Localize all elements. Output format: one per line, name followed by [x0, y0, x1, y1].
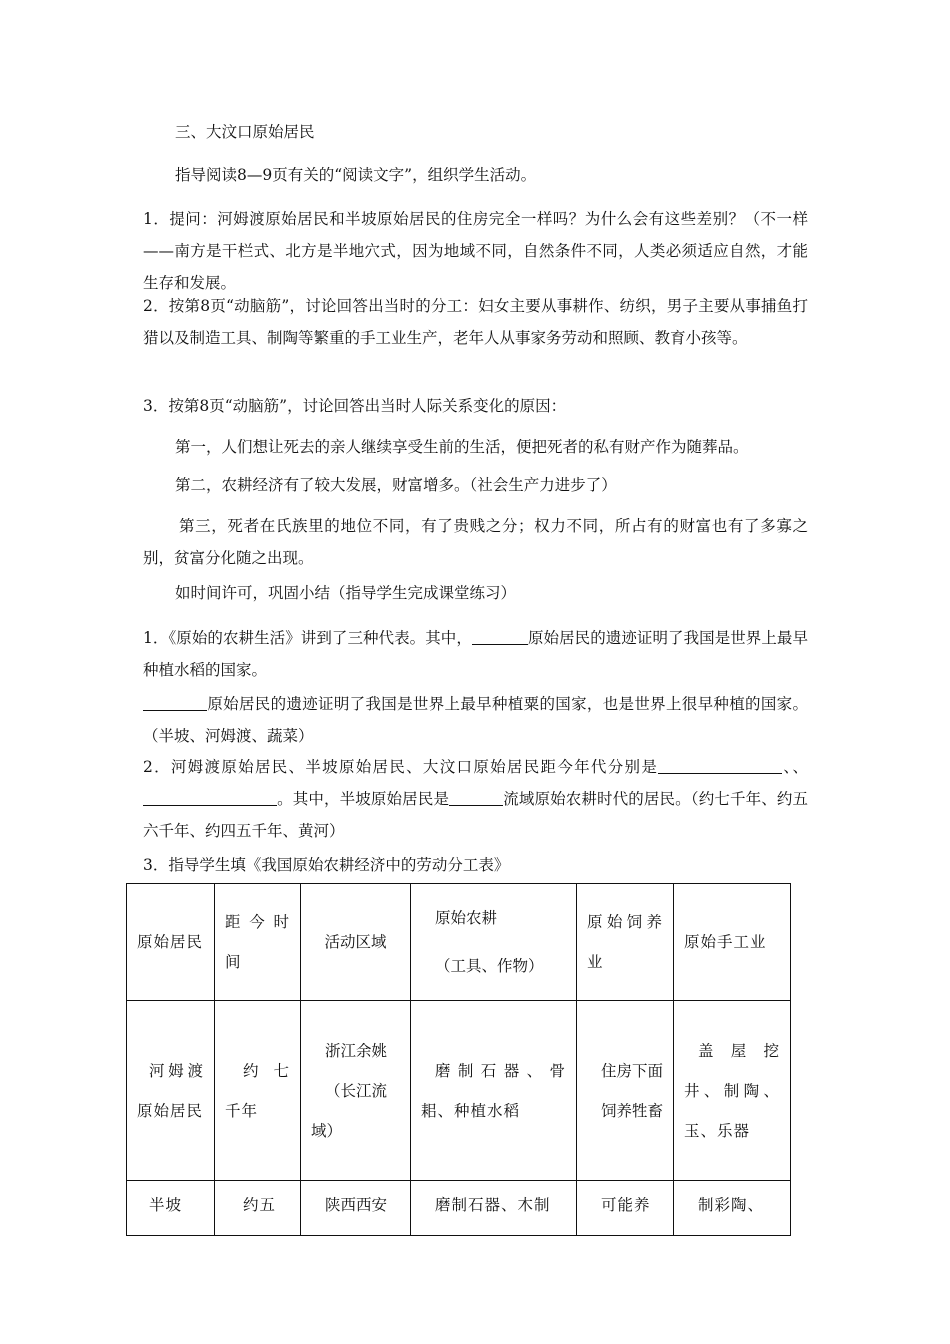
- table-cell: 约七千年: [215, 1001, 301, 1181]
- exercise-2-text-c: 流域原始农耕时代的居民。（约七千年、约五六千年、约四五千年、黄河）: [143, 790, 808, 840]
- exercise-1-text-b: 原始居民的遗迹证明了我国是世界上最早种植水稻的国家。: [143, 629, 808, 679]
- table-cell: 可能养: [577, 1181, 674, 1236]
- table-cell: 盖屋挖井、制陶、玉、乐器: [674, 1001, 791, 1181]
- table-header-row: [127, 884, 791, 1001]
- separator: 、: [782, 758, 793, 776]
- summary-line: 如时间许可，巩固小结（指导学生完成课堂练习）: [175, 584, 517, 602]
- table-cell: 住房下面 饲养牲畜: [577, 1001, 674, 1181]
- table-cell: 浙江余姚 （长江流域）: [301, 1001, 411, 1181]
- answer-blank[interactable]: [658, 755, 782, 774]
- question-2: 2．按第8页“动脑筋”，讨论回答出当时的分工：妇女主要从事耕作、纺织，男子主要从事捕鱼打猎以及制造工具、制陶等繁重的手工业生产，老年人从事家务劳动和照顾、教育小孩等。: [143, 297, 808, 347]
- exercise-2: [143, 751, 808, 847]
- table-cell: 制彩陶、: [674, 1181, 791, 1236]
- exercise-2-text-a: 2．河姆渡原始居民、半坡原始居民、大汶口原始居民距今年代分别是: [143, 758, 659, 776]
- table-cell: 河姆渡原始居民: [127, 1001, 215, 1181]
- exercise-1-text-c: 原始居民的遗迹证明了我国是世界上最早种植粟的国家，也是世界上很早种植的国家。（半坡、河姆渡、蔬菜）: [143, 695, 808, 745]
- exercise-3: 3．指导学生填《我国原始农耕经济中的劳动分工表》: [143, 856, 510, 874]
- answer-blank[interactable]: [449, 787, 503, 806]
- exercise-1-continued: [143, 688, 808, 752]
- answer-blank[interactable]: [143, 787, 277, 806]
- labor-division-table: [126, 883, 791, 1236]
- header-cell: 原始饲养业: [577, 884, 674, 1001]
- table-cell: 磨制石器、骨耜、种植水稻: [411, 1001, 577, 1181]
- header-cell: 原始农耕 （工具、作物）: [411, 884, 577, 1001]
- table-cell: 约五: [215, 1181, 301, 1236]
- exercise-1-text-a: 1．《原始的农耕生活》讲到了三种代表。其中，: [143, 629, 472, 647]
- section-title: 三、大汶口原始居民: [175, 123, 315, 141]
- table-row: [127, 1001, 791, 1181]
- header-cell: 距今时间: [215, 884, 301, 1001]
- answer-blank[interactable]: [472, 626, 528, 645]
- guide-paragraph: 指导阅读8—9页有关的“阅读文字”，组织学生活动。: [175, 166, 537, 184]
- answer-blank[interactable]: [143, 692, 207, 711]
- table-cell: 半坡: [127, 1181, 215, 1236]
- header-cell: 原始手工业: [674, 884, 791, 1001]
- reason-3: 第三，死者在氏族里的地位不同，有了贵贱之分；权力不同，所占有的财富也有了多寡之别，贫富分化随之出现。: [143, 517, 808, 567]
- exercise-2-text-b: 。其中，半坡原始居民是: [277, 790, 450, 808]
- table-cell: 陕西西安: [301, 1181, 411, 1236]
- reason-1: 第一，人们想让死去的亲人继续享受生前的生活，便把死者的私有财产作为随葬品。: [175, 438, 749, 456]
- separator: 、: [792, 758, 808, 776]
- question-1: 1．提问：河姆渡原始居民和半坡原始居民的住房完全一样吗？为什么会有这些差别？（不一样——南方是干栏式、北方是半地穴式，因为地域不同，自然条件不同，人类必须适应自然，才能生存和发展。: [143, 210, 808, 292]
- question-3: 3．按第8页“动脑筋”，讨论回答出当时人际关系变化的原因：: [143, 397, 567, 415]
- table-cell: 磨制石器、木制: [411, 1181, 577, 1236]
- header-cell: 活动区域: [301, 884, 411, 1001]
- reason-2: 第二，农耕经济有了较大发展，财富增多。（社会生产力进步了）: [175, 476, 617, 494]
- header-cell: 原始居民: [127, 884, 215, 1001]
- table-row: [127, 1181, 791, 1236]
- exercise-1: [143, 622, 808, 686]
